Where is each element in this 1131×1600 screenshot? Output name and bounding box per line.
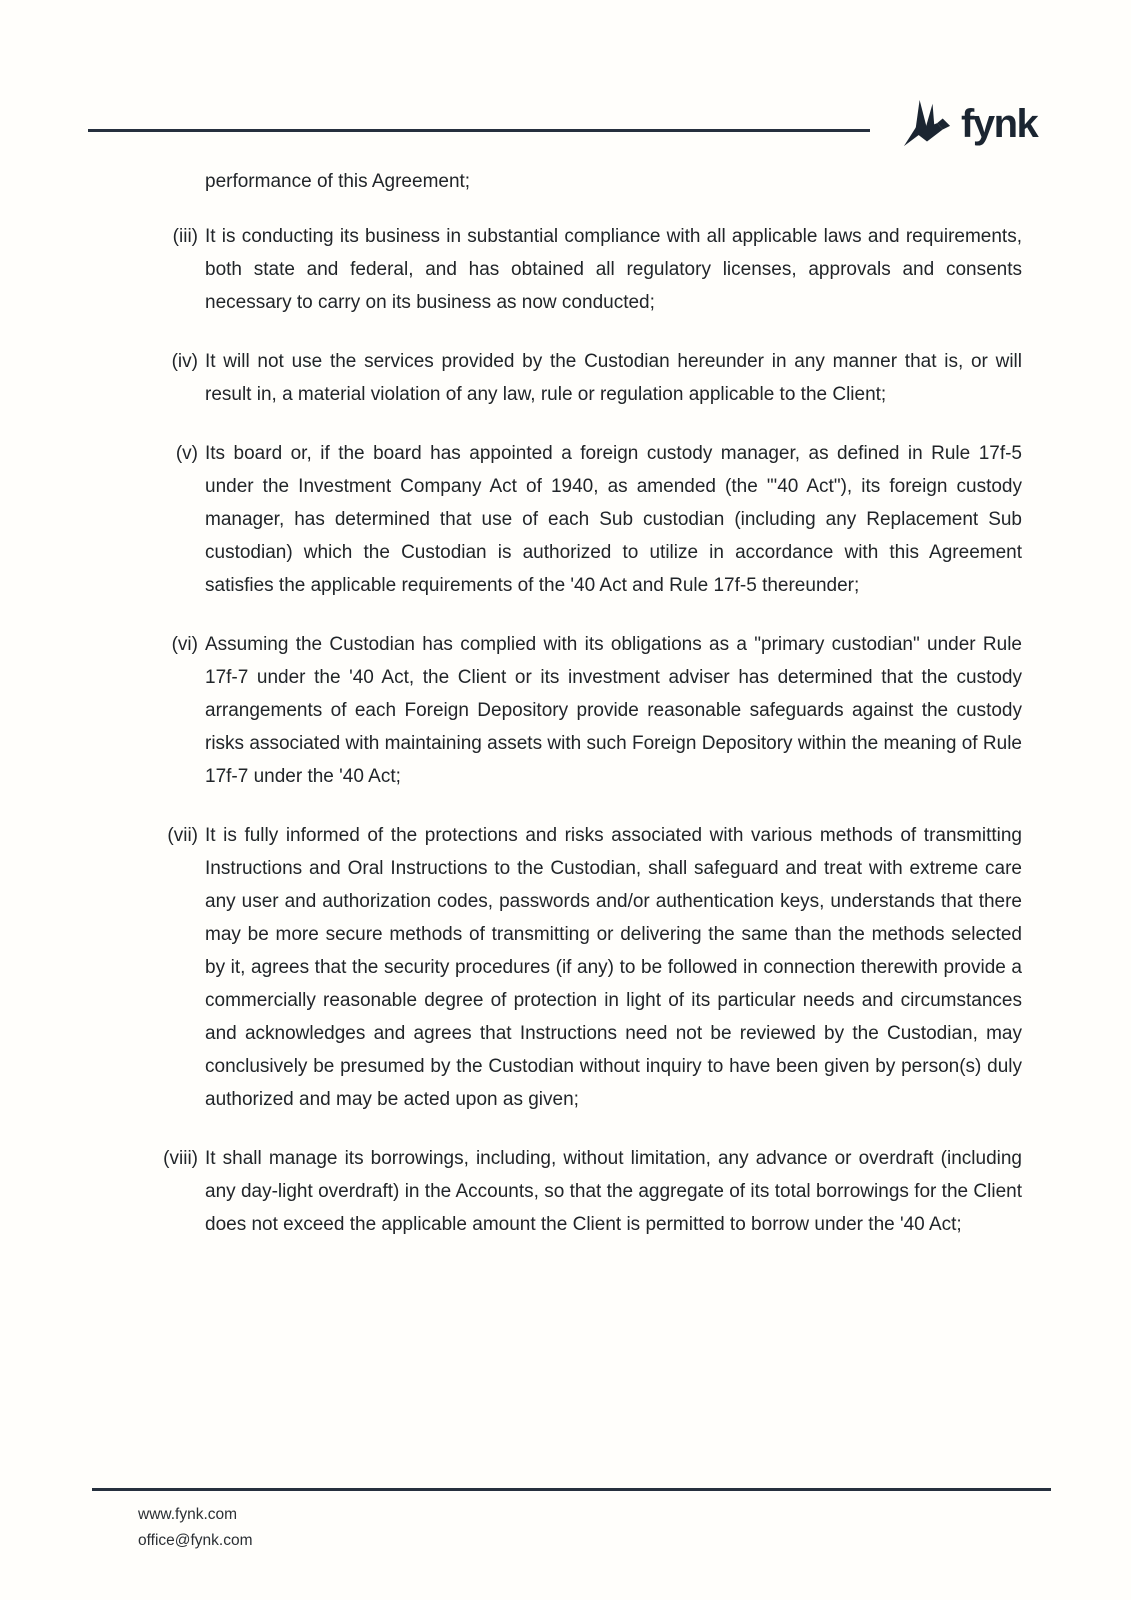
clause-row	[140, 220, 1022, 319]
clause-marker: (vi)	[171, 634, 198, 655]
clause-text: Assuming the Custodian has complied with its obligations as a "primary custodian" under Rule 17f-7 under the '40 Act, the Client or its investment adviser has determined that the custody arrangements of each Foreign Depository provide reasonable safeguards against the custody risks associated with maintaining assets with such Foreign Depository within the meaning of Rule 17f-7 under the '40 Act;	[205, 634, 1022, 787]
footer-website: www.fynk.com	[138, 1506, 238, 1523]
contract-body	[140, 165, 1022, 1267]
clause-text: It shall manage its borrowings, including, without limitation, any advance or overdraft (including any day-light overdraft) in the Accounts, so that the aggregate of its total borrowings for the Client does not exceed the applicable amount the Client is permitted to borrow under the '40 Act;	[205, 1148, 1022, 1235]
clause-row	[140, 1142, 1022, 1241]
clause-row	[140, 345, 1022, 411]
clause-text: Its board or, if the board has appointed a foreign custody manager, as defined in Rule 17f-5 under the Investment Company Act of 1940, as amended (the "'40 Act"), its foreign custody manager, has determined that use of each Sub custodian (including any Replacement Sub custodian) which the Custodian is authorized to utilize in accordance with this Agreement satisfies the applicable requirements of the '40 Act and Rule 17f-5 thereunder;	[205, 443, 1022, 596]
footer	[138, 1502, 253, 1554]
footer-rule	[92, 1488, 1051, 1491]
logo-wordmark: fynk	[961, 102, 1038, 146]
clause-text: It will not use the services provided by the Custodian hereunder in any manner that is, or will result in, a material violation of any law, rule or regulation applicable to the Client;	[205, 351, 1022, 405]
clause-row	[140, 628, 1022, 793]
clause-marker: (viii)	[163, 1148, 198, 1169]
clause-list	[140, 220, 1022, 1241]
clause-marker: (iv)	[171, 351, 198, 372]
header-rule	[88, 129, 870, 132]
clause-row	[140, 437, 1022, 602]
clause-text: It is conducting its business in substantial compliance with all applicable laws and requirements, both state and federal, and has obtained all regulatory licenses, approvals and consents necessary to carry on its business as now conducted;	[205, 226, 1022, 313]
clause-marker: (v)	[175, 443, 198, 464]
clause-text: It is fully informed of the protections and risks associated with various methods of transmitting Instructions and Oral Instructions to the Custodian, shall safeguard and treat with extreme care any user and authorization codes, passwords and/or authentication keys, understands that there may be more secure methods of transmitting or delivering the same than the methods selected by it, agrees that the security procedures (if any) to be followed in connection therewith provide a commercially reasonable degree of protection in light of its particular needs and circumstances and acknowledges and agrees that Instructions need not be reviewed by the Custodian, may conclusively be presumed by the Custodian without inquiry to have been given by person(s) duly authorized and may be acted upon as given;	[205, 825, 1022, 1110]
clause-row	[140, 819, 1022, 1116]
footer-email: office@fynk.com	[138, 1532, 253, 1549]
clause-marker: (iii)	[172, 226, 198, 247]
clause-marker: (vii)	[167, 825, 198, 846]
origami-crane-icon	[903, 98, 951, 150]
fynk-logo	[903, 98, 1037, 150]
carryover-line: performance of this Agreement;	[205, 171, 471, 192]
